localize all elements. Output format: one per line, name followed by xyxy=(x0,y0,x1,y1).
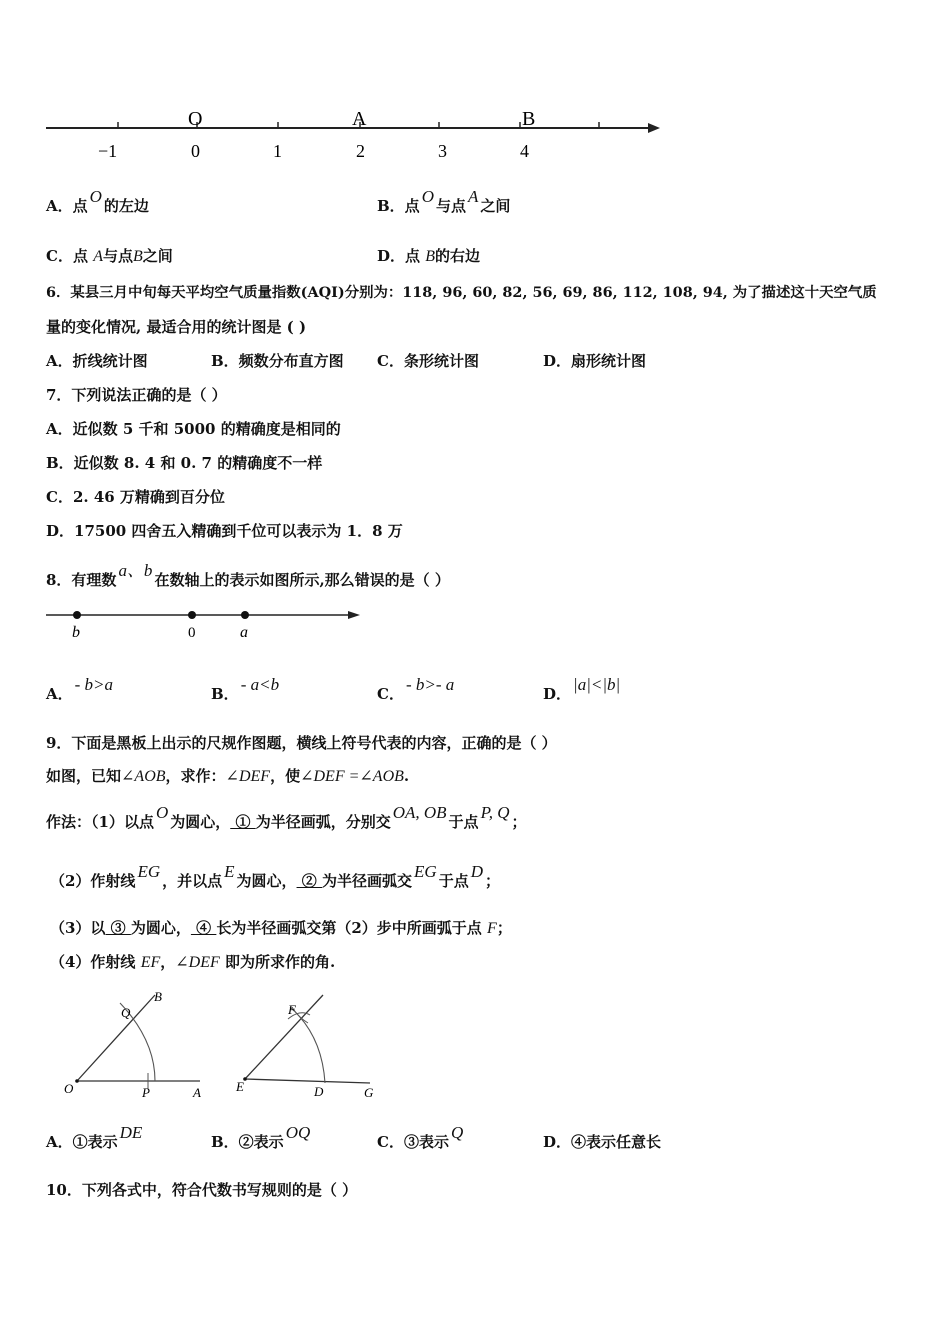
q10-stem: 10．下列各式中，符合代数书写规则的是（ ） xyxy=(46,1181,358,1199)
math-expr: - b>- a xyxy=(405,675,455,694)
q9-option-b[interactable] xyxy=(211,1123,312,1152)
q5-option-a[interactable] xyxy=(46,187,149,216)
step-text: （2）作射线 xyxy=(50,872,136,890)
tick-label: 2 xyxy=(356,141,365,161)
q9-option-d[interactable] xyxy=(543,1131,661,1152)
q9-step2 xyxy=(50,862,500,891)
q8-option-a[interactable] xyxy=(46,675,115,704)
point-label-b: B xyxy=(522,108,536,130)
label-d: D xyxy=(314,1084,324,1099)
math-var: ∠DEF xyxy=(175,954,220,971)
step-text: 长为半径画弧交第（2）步中所画弧于点 xyxy=(216,919,482,937)
step-text: 于点 xyxy=(448,813,479,831)
option-text: B．②表示 xyxy=(211,1133,284,1151)
step-text: ，并以点 xyxy=(162,872,223,890)
math-var: OA, OB xyxy=(392,803,447,822)
option-text: 的右边 xyxy=(435,247,481,265)
q6-option-b[interactable]: B．频数分布直方图 xyxy=(211,352,344,370)
step-text: 为圆心， xyxy=(236,872,297,890)
step-text: 即为所求作的角. xyxy=(225,953,336,971)
option-letter: D． xyxy=(543,685,572,703)
blank-2: ② xyxy=(296,872,322,890)
q7-option-a[interactable]: A．近似数 5 千和 5000 的精确度是相同的 xyxy=(46,420,341,438)
math-var: A xyxy=(467,187,479,206)
math-var: ∠AOB xyxy=(121,768,166,785)
step-text: （3）以 xyxy=(50,919,106,937)
math-var: a、b xyxy=(118,561,153,580)
option-text: D．点 xyxy=(377,247,421,265)
math-var: D xyxy=(470,862,483,881)
q6-option-c[interactable]: C．条形统计图 xyxy=(377,352,479,370)
stem-text: 如图，已知 xyxy=(46,767,122,785)
math-var: A xyxy=(93,248,103,265)
option-text: D．④表示任意长 xyxy=(543,1133,662,1151)
stem-text: ，使 xyxy=(270,767,301,785)
math-var: ∠DEF xyxy=(225,768,271,785)
q8-option-c[interactable] xyxy=(377,675,456,704)
option-text: B．点 xyxy=(377,197,420,215)
label-f: F xyxy=(288,1002,296,1017)
label-e: E xyxy=(236,1079,244,1094)
q7-stem: 7．下列说法正确的是（ ） xyxy=(46,386,227,404)
q8-option-b[interactable] xyxy=(211,675,281,704)
tick-label: 3 xyxy=(438,141,447,161)
math-var: B xyxy=(132,248,143,265)
point-label-a: a xyxy=(240,624,248,641)
math-var: O xyxy=(155,803,169,822)
label-a: A xyxy=(193,1085,201,1100)
step-text: （4）作射线 xyxy=(50,953,136,971)
q9-stem: 9．下面是黑板上出示的尺规作图题，横线上符号代表的内容，正确的是（ ） xyxy=(46,734,557,752)
step-text: ； xyxy=(511,813,527,831)
option-letter: A． xyxy=(46,685,73,703)
stem-text: 在数轴上的表示如图所示,那么错误的是（ ） xyxy=(154,571,450,589)
stem-text: 8．有理数 xyxy=(46,571,117,589)
option-text: 之间 xyxy=(142,247,173,265)
math-var: EF xyxy=(140,954,161,971)
q6-stem-line2: 量的变化情况, 最适合用的统计图是 ( ) xyxy=(46,318,307,336)
option-text: A．①表示 xyxy=(46,1133,118,1151)
step-text: ； xyxy=(484,872,500,890)
math-expr: |a|<|b| xyxy=(573,675,621,694)
option-text: 之间 xyxy=(480,197,511,215)
math-expr: - a<b xyxy=(240,675,280,694)
q5-option-c[interactable] xyxy=(46,245,173,266)
q9-option-a[interactable] xyxy=(46,1123,144,1152)
q6-stem-line1: 6．某县三月中旬每天平均空气质量指数(AQI)分别为：118, 96, 60, 82, 56, 69, 86, 112, 108, 94, 为了描述这十天空气质 xyxy=(46,284,877,301)
math-var: DE xyxy=(119,1123,143,1142)
math-var: E xyxy=(224,862,235,881)
q9-given xyxy=(46,765,409,786)
q7-option-b[interactable]: B．近似数 8. 4 和 0. 7 的精确度不一样 xyxy=(46,454,323,472)
option-text: 与点 xyxy=(102,247,133,265)
q5-number-line xyxy=(40,100,670,170)
step-text: 为圆心， xyxy=(170,813,231,831)
step-text: 为半径画弧交 xyxy=(322,872,413,890)
option-text: 与点 xyxy=(435,197,466,215)
q9-option-c[interactable] xyxy=(377,1123,465,1152)
q8-option-d[interactable] xyxy=(543,675,622,704)
math-var: B xyxy=(425,248,436,265)
option-letter: C． xyxy=(377,685,404,703)
q8-number-line xyxy=(40,600,370,645)
q9-step4 xyxy=(50,951,335,972)
math-var: O xyxy=(89,187,102,206)
q5-option-d[interactable] xyxy=(377,245,480,266)
math-var: F xyxy=(487,920,497,937)
q9-figure-aob xyxy=(60,985,220,1105)
step-text: ； xyxy=(496,919,512,937)
label-q: Q xyxy=(121,1005,131,1020)
option-text: C．点 xyxy=(46,247,88,265)
blank-3: ③ xyxy=(105,919,131,937)
option-letter: B． xyxy=(211,685,239,703)
math-var: ∠DEF =∠AOB xyxy=(300,768,404,785)
q9-figure-def xyxy=(230,985,390,1105)
blank-4: ④ xyxy=(190,919,217,937)
tick-label: −1 xyxy=(98,141,118,161)
point-label-zero: 0 xyxy=(188,625,196,641)
step-text: ， xyxy=(160,953,176,971)
option-text: C．③表示 xyxy=(377,1133,449,1151)
q7-option-d[interactable]: D．17500 四舍五入精确到千位可以表示为 1．8 万 xyxy=(46,522,403,540)
tick-label: 1 xyxy=(273,141,282,161)
step-text: 为圆心， xyxy=(130,919,191,937)
option-text: 的左边 xyxy=(103,197,149,215)
label-p: P xyxy=(142,1085,150,1100)
step-text: 为半径画弧，分别交 xyxy=(255,813,391,831)
math-var: EG xyxy=(137,862,161,881)
option-text: A．点 xyxy=(46,197,88,215)
math-expr: - b>a xyxy=(74,675,114,694)
step-text: 作法：（1）以点 xyxy=(46,813,154,831)
label-g: G xyxy=(364,1085,374,1100)
math-var: O xyxy=(421,187,434,206)
math-var: Q xyxy=(450,1123,464,1142)
stem-text: ，求作： xyxy=(165,767,226,785)
q8-stem xyxy=(46,561,450,590)
label-o: O xyxy=(64,1081,74,1096)
q6-option-d[interactable]: D．扇形统计图 xyxy=(543,352,647,370)
math-var: P, Q xyxy=(480,803,510,822)
blank-1: ① xyxy=(230,813,256,831)
q9-step3 xyxy=(50,917,512,938)
label-b: B xyxy=(154,989,162,1004)
stem-text: . xyxy=(403,767,410,785)
step-text: 于点 xyxy=(438,872,469,890)
point-label-o: O xyxy=(188,108,203,130)
q6-option-a[interactable]: A．折线统计图 xyxy=(46,352,148,370)
q5-option-b[interactable] xyxy=(377,187,511,216)
q7-option-c[interactable]: C．2. 46 万精确到百分位 xyxy=(46,488,225,506)
math-var: OQ xyxy=(285,1123,311,1142)
q9-step1 xyxy=(46,803,527,832)
point-label-a: A xyxy=(352,108,367,130)
point-label-b: b xyxy=(72,624,80,641)
tick-label: 0 xyxy=(191,141,200,161)
math-var: EG xyxy=(414,862,437,881)
tick-label: 4 xyxy=(520,141,529,161)
